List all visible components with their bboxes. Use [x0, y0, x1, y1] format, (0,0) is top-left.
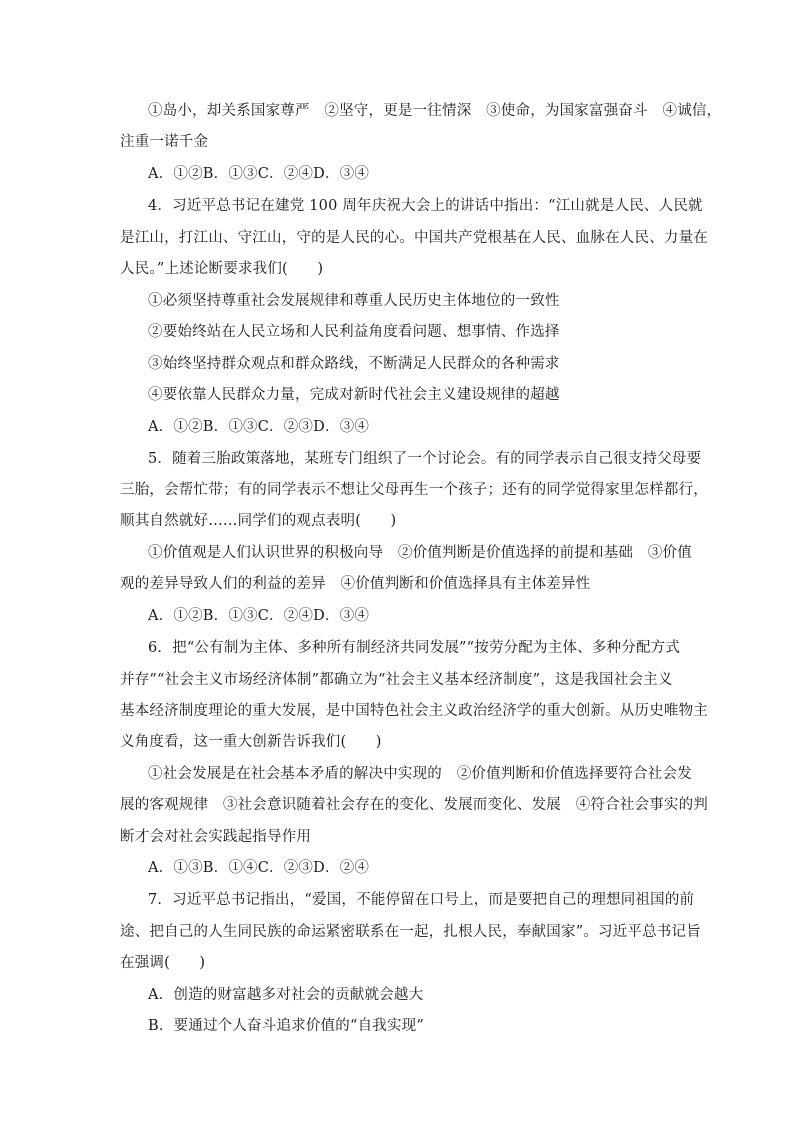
- q4-statement-1: ①必须坚持尊重社会发展规律和尊重人民历史主体地位的一致性: [148, 293, 560, 309]
- q7-option-a: A．创造的财富越多对社会的贡献就会越大: [148, 987, 424, 1003]
- q5-statements-line-2: 观的差异导致人们的利益的差异 ④价值判断和价值选择具有主体差异性: [120, 576, 591, 592]
- q5-answer-options: A．①②B．①③C．②④D．③④: [148, 608, 370, 624]
- q3-statements-line-1: ①岛小，却关系国家尊严 ②坚守，更是一往情深 ③使命，为国家富强奋斗 ④诚信，: [148, 103, 722, 119]
- q5-stem-line-2: 三胎，会帮忙带；有的同学表示不想让父母再生一个孩子；还有的同学觉得家里怎样都行，: [120, 482, 708, 498]
- q6-stem-line-2: 并存”“社会主义市场经济体制”都确立为“社会主义基本经济制度”，这是我国社会主义: [120, 672, 673, 688]
- q5-stem-line-3: 顺其自然就好……同学们的观点表明( ): [120, 513, 397, 529]
- q6-statements-line-2: 展的客观规律 ③社会意识随着社会存在的变化、发展而变化、发展 ④符合社会事实的判: [120, 797, 708, 813]
- q6-statements-line-1: ①社会发展是在社会基本矛盾的解决中实现的 ②价值判断和价值选择要符合社会发: [148, 766, 692, 782]
- q4-statement-4: ④要依靠人民群众力量，完成对新时代社会主义建设规律的超越: [148, 387, 560, 403]
- q6-stem-line-4: 义角度看，这一重大创新告诉我们( ): [120, 734, 382, 750]
- q5-statements-line-1: ①价值观是人们认识世界的积极向导 ②价值判断是价值选择的前提和基础 ③价值: [148, 545, 692, 561]
- q6-stem-line-1: 6．把“公有制为主体、多种所有制经济共同发展”“按劳分配为主体、多种分配方式: [148, 640, 681, 656]
- q7-stem-line-3: 在强调( ): [120, 955, 206, 971]
- q3-answer-options: A．①②B．①③C．②④D．③④: [148, 166, 370, 182]
- q4-stem-line-3: 人民。”上述论断要求我们( ): [120, 261, 324, 277]
- q6-answer-options: A．①③B．①④C．②③D．②④: [148, 860, 370, 876]
- q7-stem-line-2: 途、把自己的人生同民族的命运紧密联系在一起，扎根人民，奉献国家”。习近平总书记旨: [120, 924, 701, 940]
- q4-stem-line-2: 是江山，打江山、守江山，守的是人民的心。中国共产党根基在人民、血脉在人民、力量在: [120, 230, 708, 246]
- q3-statements-line-2: 注重一诺千金: [120, 134, 209, 150]
- q4-answer-options: A．①②B．①③C．②③D．③④: [148, 419, 370, 435]
- q4-statement-3: ③始终坚持群众观点和群众路线，不断满足人民群众的各种需求: [148, 356, 560, 372]
- q5-stem-line-1: 5．随着三胎政策落地，某班专门组织了一个讨论会。有的同学表示自己很支持父母要: [148, 451, 702, 467]
- q4-statement-2: ②要始终站在人民立场和人民利益角度看问题、想事情、作选择: [148, 324, 560, 340]
- q6-statements-line-3: 断才会对社会实践起指导作用: [120, 829, 312, 845]
- q7-stem-line-1: 7．习近平总书记指出，“爱国，不能停留在口号上，而是要把自己的理想同祖国的前: [148, 892, 695, 908]
- q7-option-b: B．要通过个人奋斗追求价值的“自我实现”: [148, 1018, 424, 1034]
- q4-stem-line-1: 4．习近平总书记在建党 100 周年庆祝大会上的讲话中指出：“江山就是人民、人民就: [148, 198, 703, 214]
- q6-stem-line-3: 基本经济制度理论的重大发展，是中国特色社会主义政治经济学的重大创新。从历史唯物主: [120, 703, 708, 719]
